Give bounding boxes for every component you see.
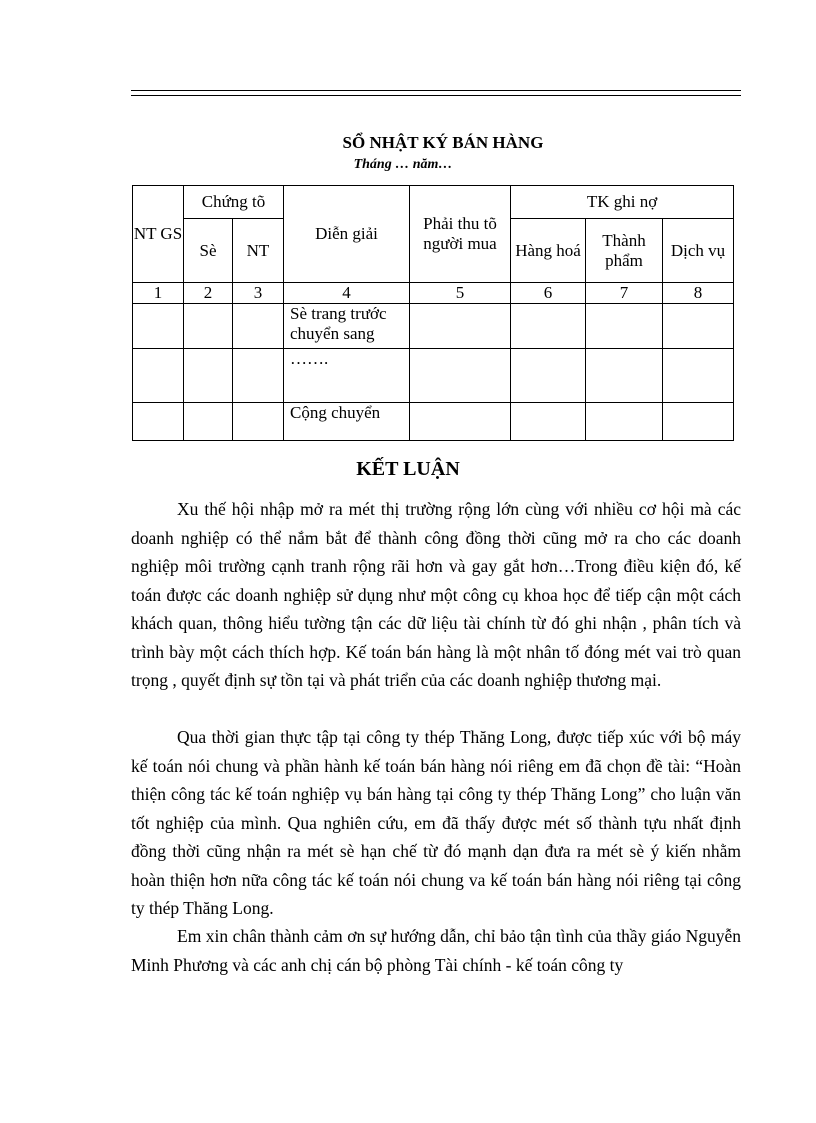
- conclusion-paragraph: Xu thế hội nhập mở ra mét thị trường rộng lớn cùng với nhiều cơ hội mà các doanh nghiệp có thể nắm bắt để thành công đồng thời cũng mở ra cho các doanh nghiệp môi trường cạnh tranh rộng rãi hơn và gay gắt hơn…Trong điều kiện đó, kế toán được các doanh nghiệp sử dụng như một công cụ khoa học để tiếp cận một cách khách quan, thông hiểu tường tận các dữ liệu tài chính từ đó ghi nhận , phân tích và trình bày một cách thích hợp. Kế toán bán hàng là một nhân tố đóng mét vai trò quan trọng , quyết định sự tồn tại và phát triển của các doanh nghiệp thương mại.: [131, 499, 741, 690]
- row-dien-giai: …….: [284, 349, 410, 403]
- header-thanh-pham: Thành phẩm: [586, 219, 663, 283]
- column-number: 3: [233, 283, 284, 304]
- sales-journal-table: [132, 185, 734, 441]
- column-number: 6: [511, 283, 586, 304]
- ledger-subtitle: Tháng … năm…: [353, 157, 453, 172]
- column-number: 8: [663, 283, 734, 304]
- header-phai-thu: Phải thu tõ người mua: [410, 186, 511, 283]
- table-row: [133, 403, 734, 441]
- header-rule-bottom: [131, 95, 741, 96]
- column-number: 5: [410, 283, 511, 304]
- header-chung-tu: Chứng tõ: [184, 186, 284, 219]
- header-so: Sè: [184, 219, 233, 283]
- row-dien-giai: Cộng chuyển: [284, 403, 410, 441]
- conclusion-heading: KẾT LUẬN: [356, 458, 460, 480]
- column-number: 7: [586, 283, 663, 304]
- header-dien-giai: Diễn giải: [284, 186, 410, 283]
- table-row: [133, 304, 734, 349]
- conclusion-paragraph: Qua thời gian thực tập tại công ty thép Thăng Long, được tiếp xúc với bộ máy kế toán nói chung và phần hành kế toán bán hàng nói riêng em đã chọn đề tài: “Hoàn thiện công tác kế toán nghiệp vụ bán hàng tại công ty thép Thăng Long” cho luận văn tốt nghiệp của mình. Qua nghiên cứu, em đã thấy được mét số thành tựu nhất định đồng thời cũng nhận ra mét sè hạn chế từ đó mạnh dạn đưa ra mét sè ý kiến nhằm hoàn thiện hơn nữa công tác kế toán nói chung va kế toán bán hàng nói riêng tại công ty thép Thăng Long.: [131, 727, 741, 918]
- header-rule-top: [131, 90, 741, 91]
- header-nt: NT: [233, 219, 284, 283]
- column-number: 1: [133, 283, 184, 304]
- header-tk-ghi-no: TK ghi nợ: [511, 186, 734, 219]
- row-dien-giai: Sè trang trước chuyển sang: [284, 304, 410, 349]
- header-nt-gs: NT GS: [133, 186, 184, 283]
- header-hang-hoa: Hàng hoá: [511, 219, 586, 283]
- column-number: 4: [284, 283, 410, 304]
- column-number: 2: [184, 283, 233, 304]
- header-dich-vu: Dịch vụ: [663, 219, 734, 283]
- conclusion-paragraph: Em xin chân thành cảm ơn sự hướng dẫn, chỉ bảo tận tình của thầy giáo Nguyễn Minh Phương và các anh chị cán bộ phòng Tài chính - kế toán công ty: [131, 926, 741, 975]
- table-row: [133, 349, 734, 403]
- ledger-title: SỔ NHẬT KÝ BÁN HÀNG: [342, 133, 544, 152]
